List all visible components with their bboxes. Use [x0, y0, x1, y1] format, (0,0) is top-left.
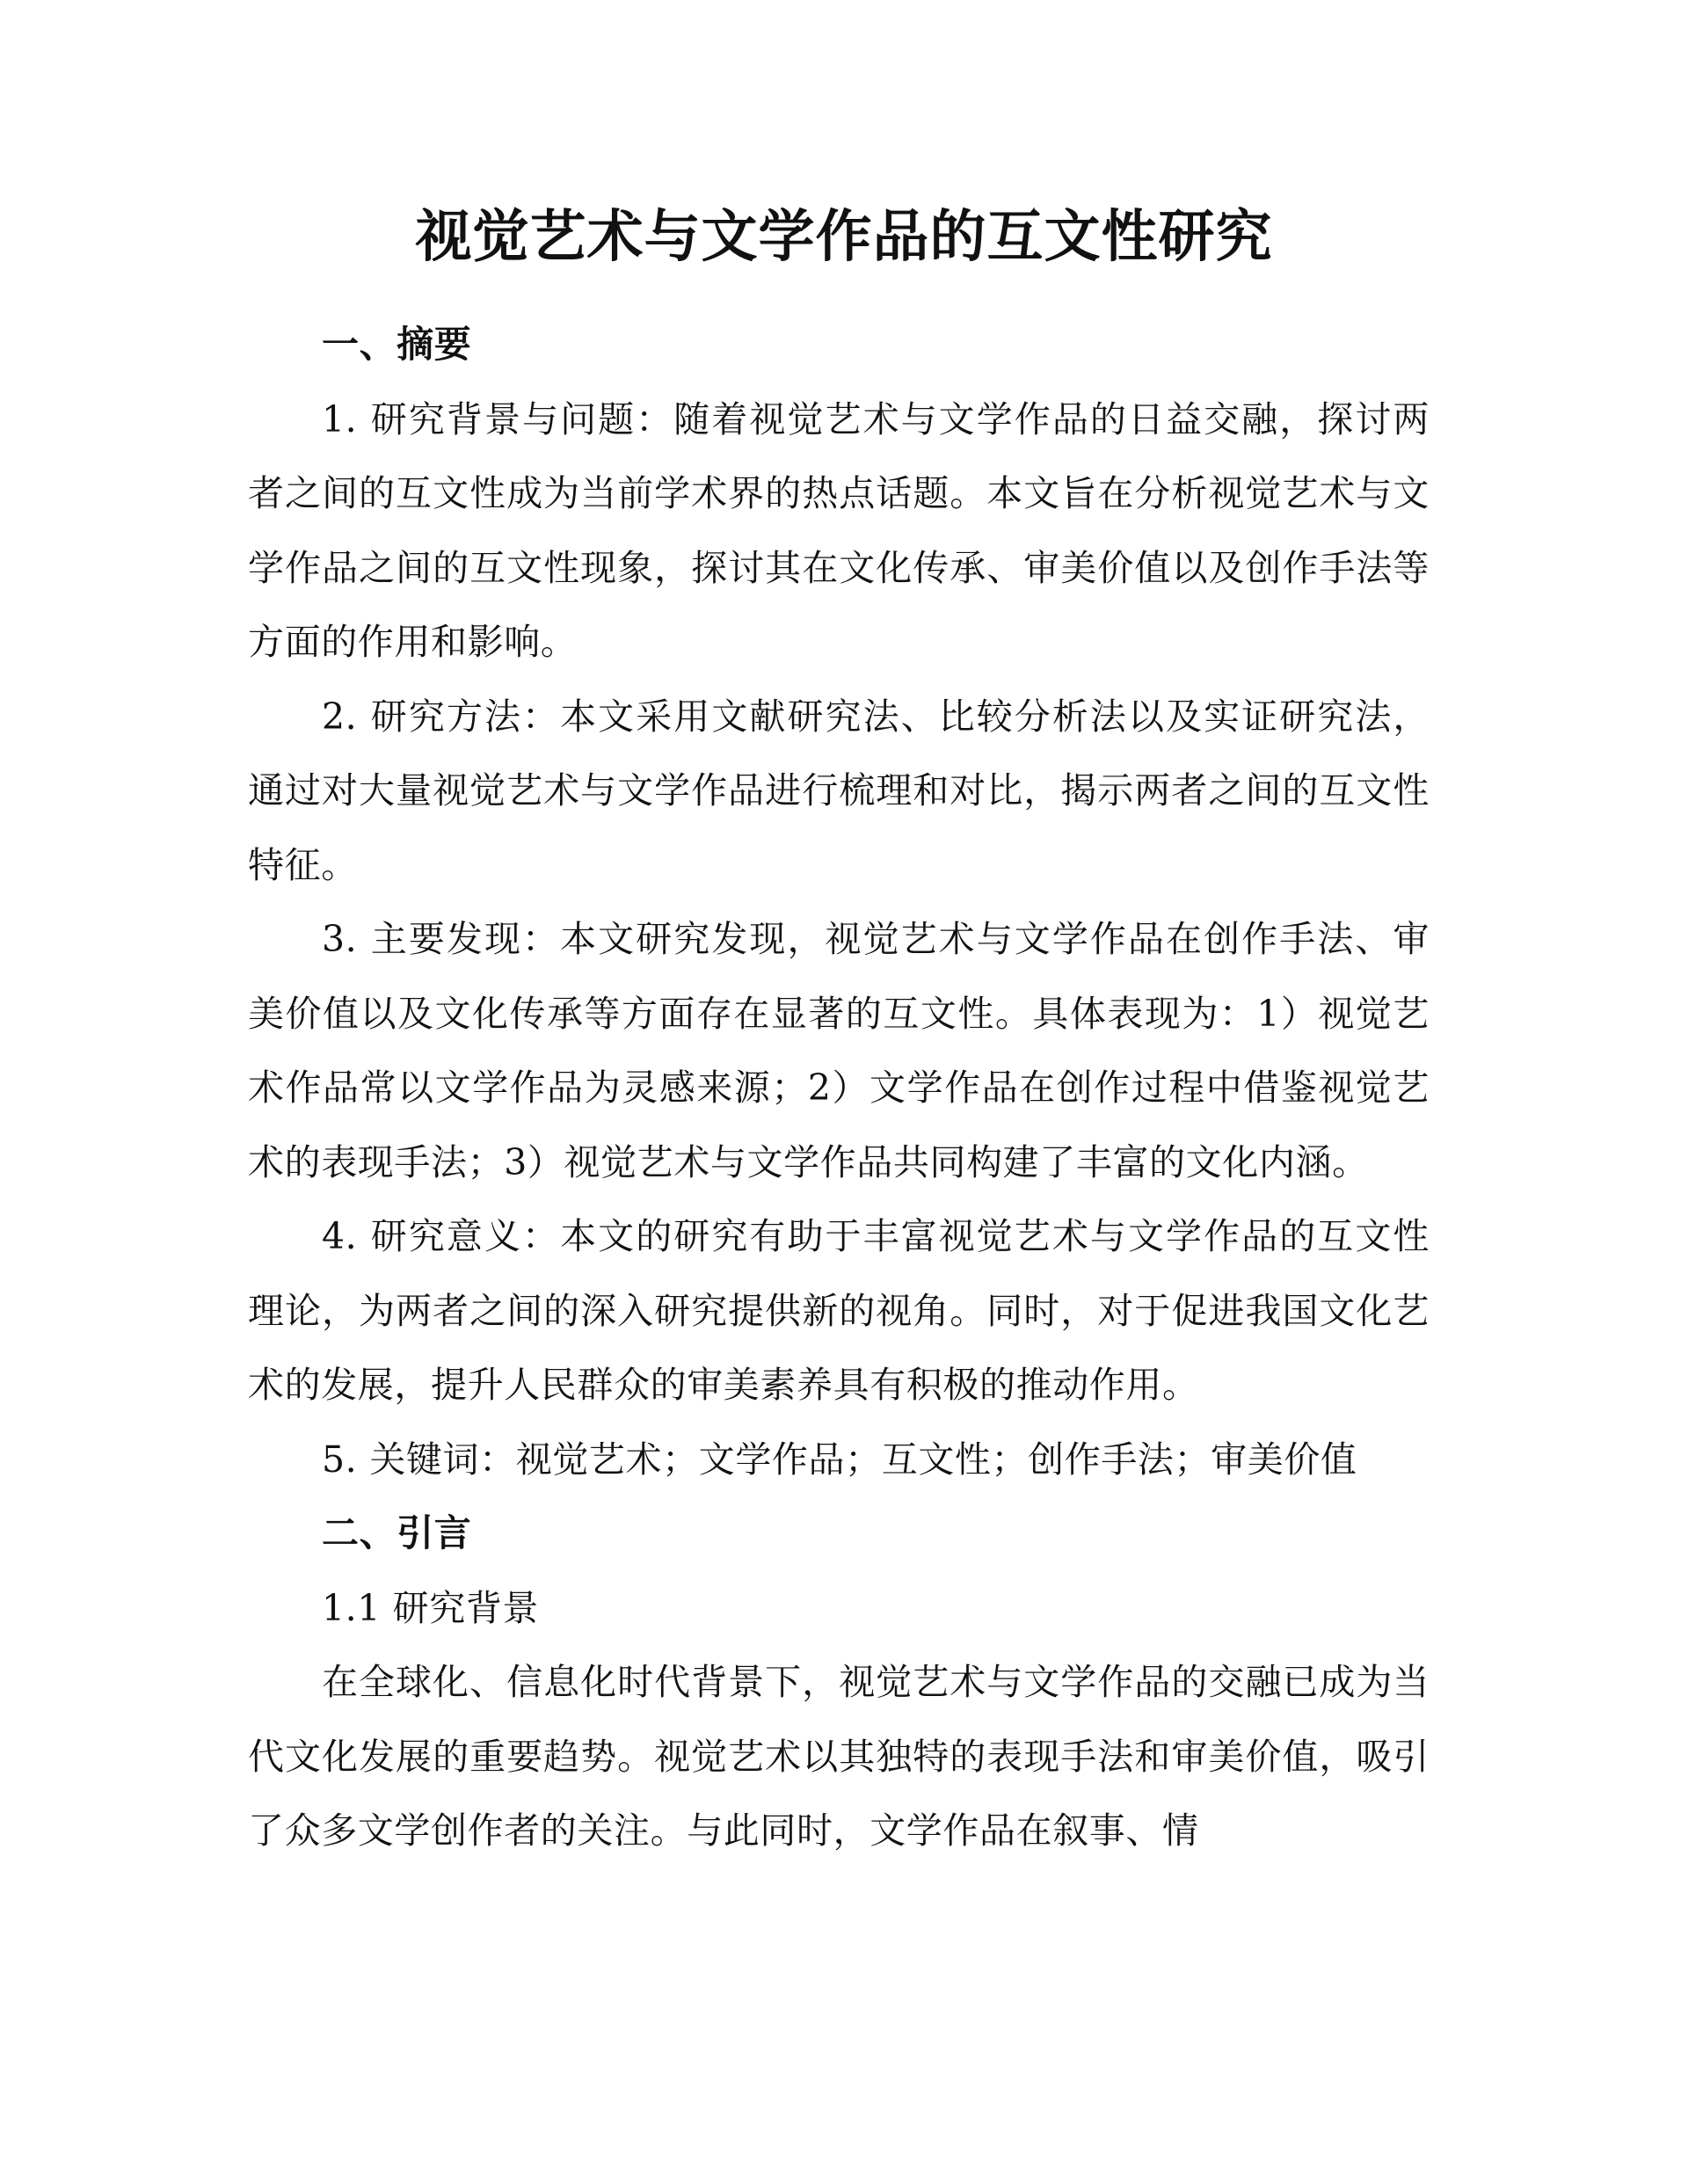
abstract-item-5 — [248, 1423, 1430, 1497]
item-text: 主要发现：本文研究发现，视觉艺术与文学作品在创作手法、审美价值以及文化传承等方面存在显著的互文性。具体表现为：1）视觉艺术作品常以文学作品为灵感来源；2）文学作品在创作过程中借鉴视觉艺术的表现手法；3）视觉艺术与文学作品共同构建了丰富的文化内涵。 — [248, 918, 1430, 1183]
item-number: 3. — [322, 918, 358, 960]
section-heading-abstract: 一、摘要 — [322, 323, 472, 366]
item-text: 研究背景与问题：随着视觉艺术与文学作品的日益交融，探讨两者之间的互文性成为当前学术界的热点话题。本文旨在分析视觉艺术与文学作品之间的互文性现象，探讨其在文化传承、审美价值以及创作手法等方面的作用和影响。 — [248, 397, 1430, 663]
item-text: 研究方法：本文采用文献研究法、比较分析法以及实证研究法，通过对大量视觉艺术与文学作品进行梳理和对比，揭示两者之间的互文性特征。 — [248, 695, 1430, 886]
abstract-item-2 — [248, 680, 1430, 903]
item-number: 4. — [322, 1215, 358, 1257]
item-text: 研究意义：本文的研究有助于丰富视觉艺术与文学作品的互文性理论，为两者之间的深入研究提供新的视角。同时，对于促进我国文化艺术的发展，提升人民群众的审美素养具有积极的推动作用。 — [248, 1215, 1430, 1406]
item-number: 1. — [322, 397, 358, 440]
abstract-item-3 — [248, 902, 1430, 1199]
item-number: 5. — [322, 1438, 358, 1481]
subsection-heading-background: 1.1 研究背景 — [322, 1586, 540, 1629]
document-body — [248, 308, 1430, 1868]
intro-paragraph: 在全球化、信息化时代背景下，视觉艺术与文学作品的交融已成为当代文化发展的重要趋势。视觉艺术以其独特的表现手法和审美价值，吸引了众多文学创作者的关注。与此同时，文学作品在叙事、情 — [248, 1661, 1430, 1852]
document-title: 视觉艺术与文学作品的互文性研究 — [415, 204, 1273, 270]
item-text: 关键词：视觉艺术；文学作品；互文性；创作手法；审美价值 — [369, 1438, 1357, 1481]
item-number: 2. — [322, 695, 358, 738]
abstract-item-1 — [248, 382, 1430, 680]
section-heading-introduction: 二、引言 — [322, 1511, 472, 1554]
abstract-item-4 — [248, 1199, 1430, 1423]
